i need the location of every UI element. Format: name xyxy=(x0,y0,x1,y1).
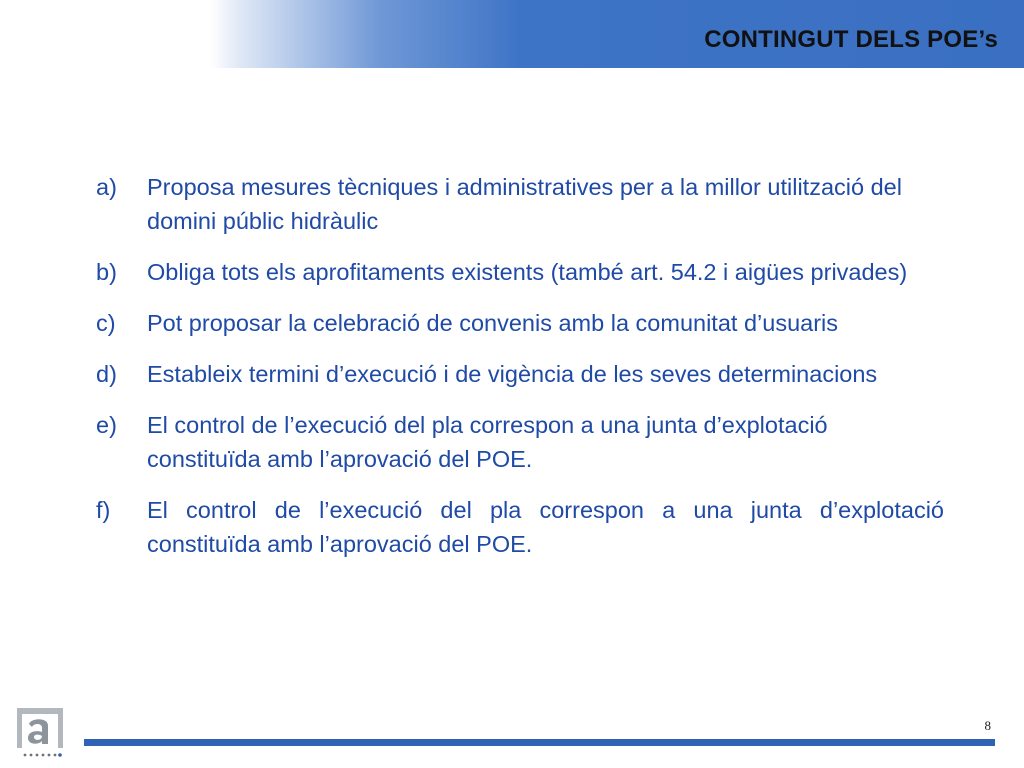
list-item-text: Proposa mesures tècniques i administratives per a la millor utilització del domini públic hidràulic xyxy=(147,174,902,234)
list-item-text: El control de l’execució del pla correspon a una junta d’explotació constituïda amb l’aprovació del POE. xyxy=(147,497,944,557)
list-marker: c) xyxy=(96,310,116,336)
list-marker: e) xyxy=(96,412,117,438)
list-item xyxy=(96,408,944,476)
list-item xyxy=(96,170,944,238)
list-item xyxy=(96,255,944,289)
list-item xyxy=(96,493,944,561)
list-item-text: Obliga tots els aprofitaments existents (també art. 54.2 i aigües privades) xyxy=(147,259,908,285)
footer-bar xyxy=(84,739,995,746)
list-marker: d) xyxy=(96,361,117,387)
list-item-text: Pot proposar la celebració de convenis amb la comunitat d’usuaris xyxy=(147,310,839,336)
page-title: CONTINGUT DELS POE’s xyxy=(704,26,998,53)
list-marker: a) xyxy=(96,174,117,200)
page-number: 8 xyxy=(984,718,991,733)
content-list xyxy=(96,170,944,578)
letter-a-logo-icon xyxy=(17,708,63,760)
list-item xyxy=(96,357,944,391)
list-marker: b) xyxy=(96,259,117,285)
list-item xyxy=(96,306,944,340)
list-item-text: Estableix termini d’execució i de vigència de les seves determinacions xyxy=(147,361,878,387)
list-item-text: El control de l’execució del pla correspon a una junta d’explotació constituïda amb l’aprovació del POE. xyxy=(147,412,828,472)
list-marker: f) xyxy=(96,497,111,523)
